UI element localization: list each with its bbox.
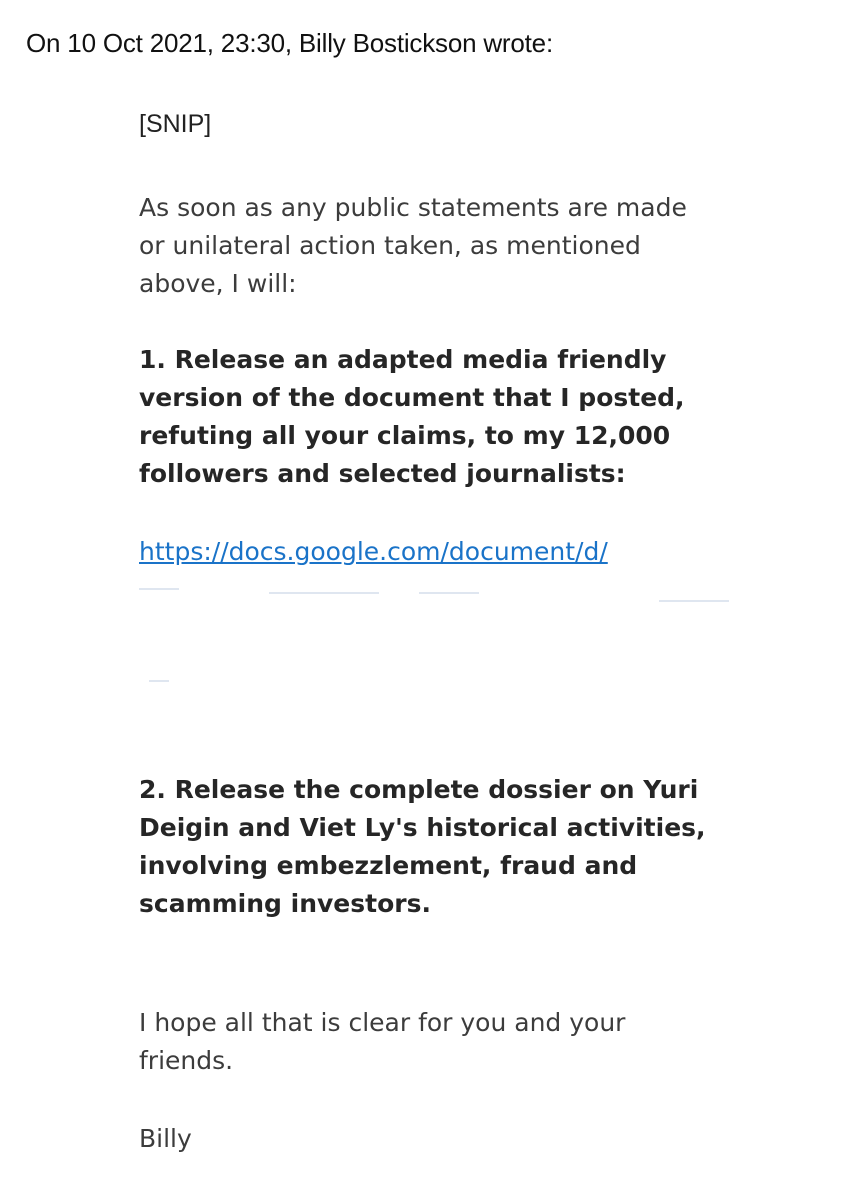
snip-marker: [SNIP] — [139, 110, 212, 138]
document-link[interactable]: https://docs.google.com/document/d/ — [139, 537, 608, 566]
redacted-link-area — [139, 566, 759, 706]
closing-paragraph: I hope all that is clear for you and your friends. — [139, 1008, 626, 1075]
point-two-paragraph: 2. Release the complete dossier on Yuri Deigin and Viet Ly's historical activities, involving embezzlement, fraud and scamming investors. — [139, 775, 706, 918]
signature: Billy — [139, 1124, 192, 1153]
intro-paragraph: As soon as any public statements are made or unilateral action taken, as mentioned above, I will: — [139, 193, 687, 298]
point-one-paragraph: 1. Release an adapted media friendly version of the document that I posted, refuting all your claims, to my 12,000 followers and selected journalists: — [139, 345, 685, 488]
email-attribution-line: On 10 Oct 2021, 23:30, Billy Bostickson wrote: — [26, 28, 553, 58]
